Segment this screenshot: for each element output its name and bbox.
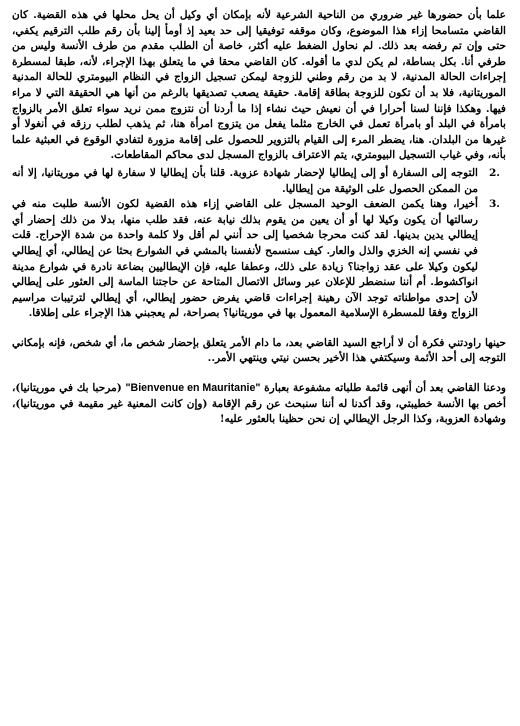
- list-item-text: التوجه إلى السفارة أو إلى إيطاليا لإحضار شهادة عزوبة. قلنا بأن إيطاليا لا سفارة لها في موريتانيا، إلا أنه من الممكن الحصول على الوثيقة من إيطاليا.: [12, 166, 478, 195]
- list-item-text: أخيرا، وهنا يكمن الضعف الوحيد المسجل على القاضي إزاء هذه القضية لكون الأنسة طلبت منه في رسالتها أن يكون وكيلا لها أو أن يعين من يقوم بذلك نيابة عنه، فقد طلب منها، بدلا من ذلك إحضار أي إيطالي يدين بدينها. لقد كنت محرجا شخصيا إلى حد أنني لم أقل ولا كلمة واحدة من شدة الإحراج. قلت في نفسي إنه الخزي والذل والعار. كيف سنسمح لأنفسنا بالمشي في الشوارع بحثا عن إيطالي، أي إيطالي ليكون وكيلا على عقد زواجنا؟ زيادة على ذلك، وعطفا عليه، فإن الإيطاليين بضاعة نادرة في شوارع مدينة انواكشوط. أم أننا سنضطر للإعلان عبر وسائل الاتصال المتاحة عن حاجتنا الماسة إلى العثور على إيطالي لأن إحدى مواطناته توجد الآن رهينة إجراءات قاضي يفرض حضور إيطالي، أي إيطالي لترتيبات مراسيم الزواج وفقا للمسطرة الإسلامية المعمول بها في موريتانيا؟ بصراحة، لم يعجبني هذا الإجراء على إطلاقا.: [12, 198, 478, 320]
- numbered-list: [12, 166, 506, 322]
- body-paragraph: حينها راودتني فكرة أن لا أراجع السيد القاضي بعد، ما دام الأمر يتعلق بإحضار شخص ما، أي شخص، فإنه بإمكاني التوجه إلى أحد الأئمة وسيكتفي هذا الأخير بحسن نيتي وينتهي الأمر..: [12, 336, 506, 365]
- body-paragraph: علما بأن حضورها غير ضروري من الناحية الشرعية لأنه بإمكان أي وكيل أن يحل محلها في هذه القضية. كان القاضي متسامحا إزاء هذا الموضوع، وكان موقفه توفيقيا إلى حد بعيد إذ أومأ إلينا بأن رقم طلب الترقيم يكفي، حتى وإن تم رفضه بعد ذلك. لم نحاول الضغط عليه أكثر، خاصة أن الطلب مقدم من طرف الأنسة وليس من طرفي أنا. بكل بساطة، لم يكن لدي ما أقوله. كان القاضي محقا في ما يتعلق بهذا الإجراء، لأنه، طبقا لمسطرة إجراءات الحالة المدنية، لا بد من رقم وطني للزوجة ليمكن تسجيل الزواج في النظام البيومتري للحالة المدنية الموريتانية، فلا بد أن تكون للزوجة بطاقة إقامة. حقيقة يصعب تصديقها بالرغم من أنها هي الحقيقة التي لا مراء فيها. وهكذا فإننا لسنا أحرارا في أن نعيش حيث نشاء إذا ما أردنا أن نتزوج ممن نريد سواء تعلق الأمر بالزواج بامرأة في البلد أو بامرأة تعمل في الخارج مثلما يفعل من يتزوج امرأة هنا، ثم يذهب لطلب رزقه في أنغولا أو غيرها من البلدان. هنا، يضطر المرء إلى القيام بالتزوير للحصول على إقامة مزورة لتفادي الوقوع في العبثية علما بأنه، وفي غياب التسجيل البيومتري، يتم الاعتراف بالزواج المسجل لدى محاكم المقاطعات.: [12, 9, 506, 162]
- paragraph-text: (مرحبا بك في موريتانيا)، أخص بها الأنسة خطيبتي، وقد أكدنا له أننا سنبحث عن رقم الإقامة (وإن كانت المعنية غير مقيمة في موريتانيا)، وشهادة العزوبة، وكذا الرجل الإيطالي إن نحن حظينا بالعثور عليه!: [12, 382, 506, 426]
- list-item: [12, 197, 506, 322]
- paragraph-text: ودعنا القاضي بعد أن أنهى قائمة طلباته مشفوعة بعبارة: [260, 382, 506, 395]
- list-item-number: 2.: [488, 166, 500, 179]
- list-item: [12, 166, 506, 197]
- quoted-phrase: "Bienvenue en Mauritanie": [125, 382, 261, 395]
- body-paragraph: [12, 381, 506, 428]
- list-item-number: 3.: [488, 198, 500, 211]
